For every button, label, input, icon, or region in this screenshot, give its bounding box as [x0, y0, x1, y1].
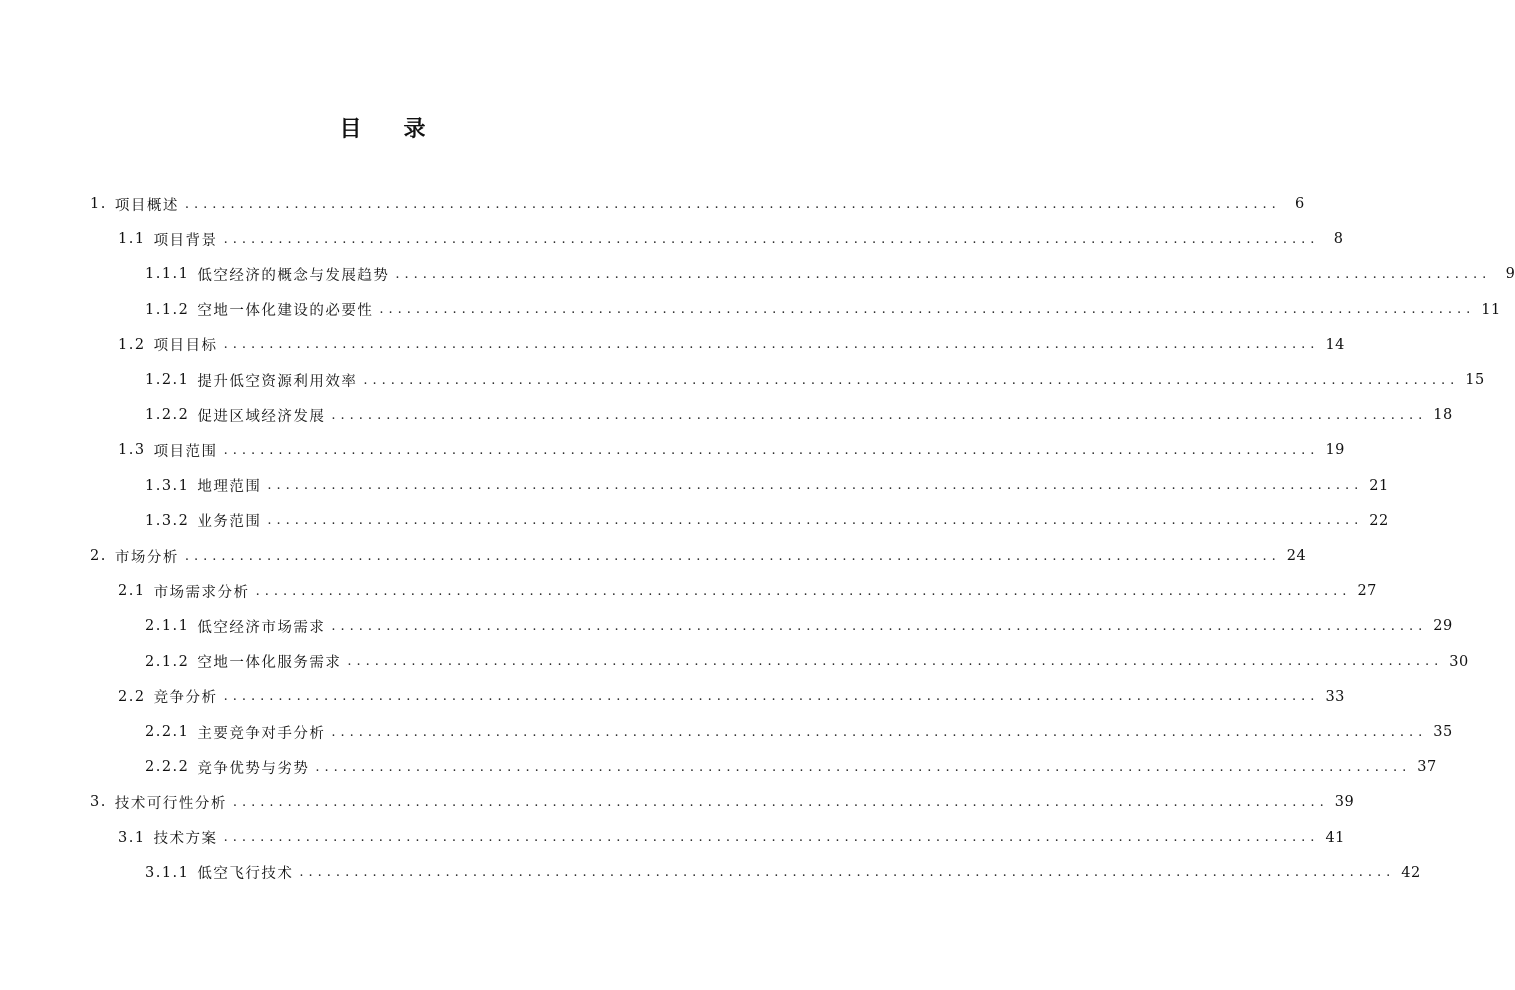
toc-dot-leader: ........................................................................................................................ — [331, 618, 1428, 634]
toc-entry[interactable] — [145, 468, 1389, 504]
toc-entry[interactable] — [118, 820, 1345, 856]
toc-entry-number: 1.3 — [118, 442, 146, 459]
toc-entry-page-number: 22 — [1369, 512, 1389, 529]
toc-entry-page-number: 6 — [1295, 196, 1305, 212]
toc-dot-leader: ........................................................................................................................ — [232, 794, 1329, 810]
toc-entry-label: 技术可行性分析 — [114, 795, 227, 812]
toc-entry-label: 地理范围 — [197, 479, 262, 496]
toc-dot-leader: ........................................................................................................................ — [223, 337, 1320, 353]
toc-entry[interactable] — [145, 608, 1453, 644]
toc-entry[interactable] — [118, 221, 1344, 257]
toc-entry-label: 主要竞争对手分析 — [197, 725, 326, 742]
toc-entry-number: 1.2 — [118, 336, 146, 353]
toc-entry-page-number: 33 — [1325, 688, 1345, 705]
toc-entry-label: 技术方案 — [153, 831, 218, 848]
toc-entry[interactable] — [118, 679, 1345, 715]
toc-dot-leader: ........................................................................................................................ — [223, 830, 1320, 846]
toc-dot-leader: ........................................................................................................................ — [363, 372, 1460, 388]
toc-entry-label: 促进区域经济发展 — [197, 408, 326, 425]
toc-entry-page-number: 29 — [1433, 618, 1453, 635]
toc-entry-page-number: 11 — [1481, 301, 1501, 318]
toc-entry[interactable] — [145, 362, 1485, 398]
toc-entry-page-number: 39 — [1334, 794, 1355, 811]
toc-entry-label: 项目范围 — [153, 443, 218, 460]
toc-entry-number: 2.1 — [118, 583, 146, 600]
toc-entry[interactable] — [145, 397, 1453, 433]
toc-entry-page-number: 41 — [1325, 829, 1345, 846]
toc-entry[interactable] — [145, 749, 1437, 785]
toc-dot-leader: ........................................................................................................................ — [267, 478, 1364, 494]
toc-dot-leader: ........................................................................................................................ — [379, 302, 1476, 318]
toc-entry[interactable] — [145, 292, 1501, 328]
toc-entry-label: 项目目标 — [153, 338, 218, 355]
toc-entry-number: 1.2.2 — [145, 407, 190, 424]
toc-entry-page-number: 8 — [1333, 231, 1344, 248]
toc-entry-page-number: 15 — [1465, 372, 1485, 388]
toc-entry-number: 1.3.1 — [145, 477, 190, 494]
toc-entry-page-number: 37 — [1417, 759, 1437, 776]
toc-entry-number: 1.1.2 — [145, 301, 190, 318]
toc-entry-label: 市场需求分析 — [153, 584, 250, 601]
toc-entry-label: 低空经济市场需求 — [197, 619, 326, 636]
toc-entry[interactable] — [145, 714, 1453, 750]
toc-entry-page-number: 14 — [1325, 336, 1345, 353]
toc-dot-leader: ........................................................................................................................ — [255, 583, 1352, 599]
toc-entry-label: 空地一体化建设的必要性 — [197, 303, 374, 320]
toc-entry[interactable] — [90, 784, 1355, 820]
toc-entry-number: 2.2.2 — [145, 759, 190, 776]
toc-entry-number: 2. — [90, 548, 107, 564]
toc-dot-leader: ........................................................................................................................ — [331, 724, 1428, 740]
title-char-1: 目 — [339, 117, 362, 142]
toc-entry-number: 1.3.2 — [145, 512, 190, 529]
toc-entry-number: 1.2.1 — [145, 372, 190, 388]
toc-dot-leader: ........................................................................................................................ — [223, 689, 1320, 705]
toc-entry-number: 2.1.2 — [145, 653, 190, 670]
toc-entry[interactable] — [145, 644, 1469, 680]
toc-dot-leader: ........................................................................................................................ — [299, 865, 1396, 881]
toc-entry-page-number: 27 — [1357, 583, 1377, 600]
toc-dot-leader: ........................................................................................................................ — [223, 231, 1320, 247]
toc-entry-page-number: 9 — [1505, 266, 1515, 283]
toc-dot-leader: ........................................................................................................................ — [347, 654, 1444, 670]
toc-entry[interactable] — [145, 503, 1389, 539]
toc-dot-leader: ........................................................................................................................ — [315, 759, 1412, 775]
toc-dot-leader: ........................................................................................................................ — [184, 196, 1281, 212]
toc-dot-leader: ........................................................................................................................ — [267, 513, 1364, 529]
toc-entry-number: 3. — [90, 794, 107, 811]
toc-entry-label: 低空经济的概念与发展趋势 — [197, 267, 390, 284]
toc-entry[interactable] — [118, 432, 1345, 468]
toc-entry[interactable] — [118, 573, 1377, 609]
toc-entry-label: 空地一体化服务需求 — [197, 655, 342, 672]
toc-entry[interactable] — [118, 327, 1345, 363]
toc-dot-leader: ........................................................................................................................ — [395, 266, 1492, 282]
toc-entry-number: 2.2 — [118, 688, 146, 705]
toc-entry-number: 3.1 — [118, 829, 146, 846]
toc-entry-page-number: 21 — [1369, 477, 1389, 494]
toc-entry[interactable] — [145, 256, 1515, 292]
toc-entry-label: 提升低空资源利用效率 — [197, 373, 358, 390]
toc-entry-number: 1. — [90, 196, 107, 212]
toc-entry[interactable] — [90, 538, 1307, 574]
toc-entry-label: 低空飞行技术 — [197, 866, 294, 883]
toc-entry-label: 项目背景 — [153, 232, 218, 249]
toc-entry-number: 3.1.1 — [145, 864, 190, 881]
toc-entry-page-number: 19 — [1325, 442, 1345, 459]
toc-dot-leader: ........................................................................................................................ — [184, 548, 1281, 564]
toc-entry-label: 项目概述 — [114, 197, 179, 214]
toc-entry-page-number: 35 — [1433, 724, 1453, 740]
toc-entry-page-number: 18 — [1433, 407, 1453, 424]
toc-entry-label: 竞争分析 — [153, 690, 218, 707]
toc-entry-label: 市场分析 — [114, 549, 179, 566]
toc-entry-number: 1.1 — [118, 231, 146, 248]
toc-entry-page-number: 30 — [1449, 653, 1469, 670]
toc-entry-number: 2.1.1 — [145, 618, 190, 635]
toc-entry-label: 业务范围 — [197, 514, 262, 531]
toc-dot-leader: ........................................................................................................................ — [331, 407, 1428, 423]
title-char-2: 录 — [403, 117, 426, 142]
toc-entry-number: 2.2.1 — [145, 724, 190, 740]
toc-entry-number: 1.1.1 — [145, 266, 190, 283]
page-title — [0, 112, 765, 143]
toc-entry[interactable] — [90, 186, 1305, 222]
toc-entry-page-number: 24 — [1286, 548, 1307, 564]
toc-entry[interactable] — [145, 855, 1421, 891]
toc-entry-page-number: 42 — [1401, 864, 1421, 881]
toc-dot-leader: ........................................................................................................................ — [223, 442, 1320, 458]
toc-entry-label: 竞争优势与劣势 — [197, 760, 310, 777]
